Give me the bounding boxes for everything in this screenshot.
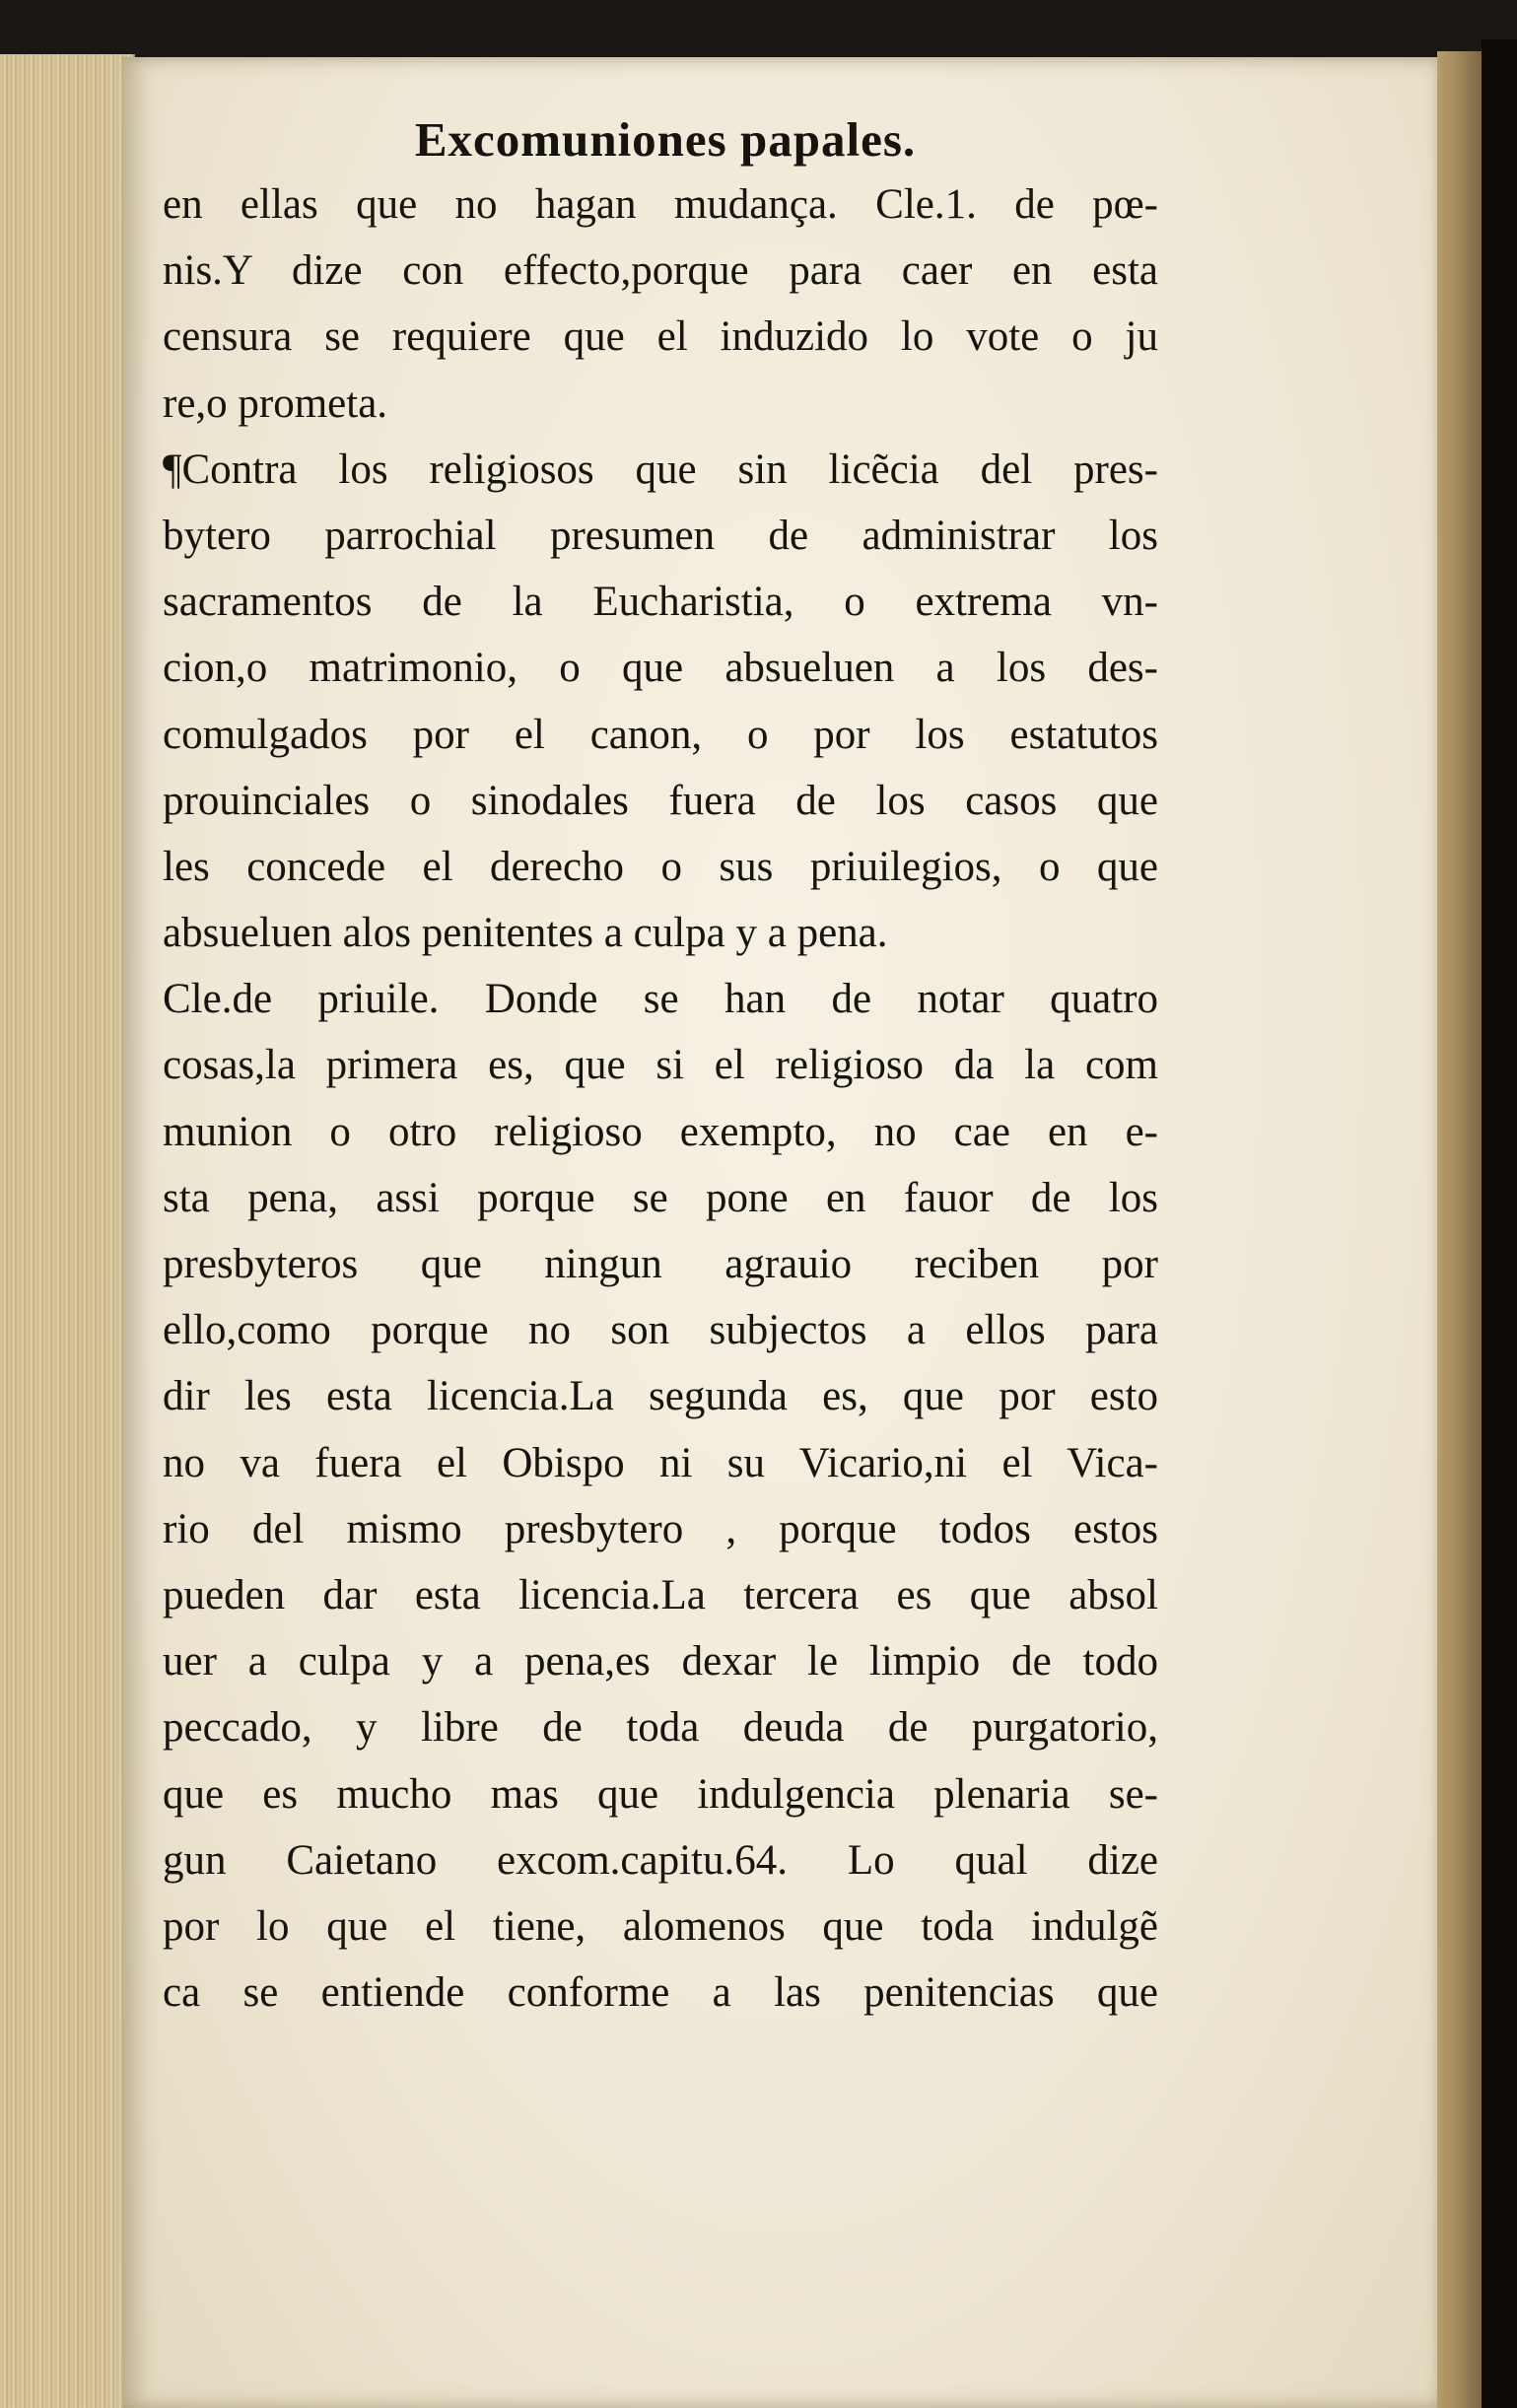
background-edge <box>1482 39 1517 2408</box>
text-line: prouinciales o sinodales fuera de los casos que <box>163 777 1158 824</box>
text-line: pueden dar esta licencia.La tercera es que absol <box>163 1571 1158 1618</box>
text-line: absueluen alos penitentes a culpa y a pena. <box>163 910 888 957</box>
text-line: sta pena, assi porque se pone en fauor de los <box>163 1174 1158 1221</box>
text-line: re,o prometa. <box>163 379 388 427</box>
text-line: por lo que el tiene, alomenos que toda indulgẽ <box>163 1902 1158 1950</box>
text-line: nis.Y dize con effecto,porque para caer en esta <box>163 247 1158 295</box>
text-line: que es mucho mas que indulgencia plenaria se- <box>163 1770 1158 1818</box>
page-right-edge <box>1437 51 1482 2408</box>
text-line: comulgados por el canon, o por los estatutos <box>163 711 1158 758</box>
running-head: Excomuniones papales. <box>414 112 917 167</box>
text-line: cion,o matrimonio, o que absueluen a los des- <box>163 645 1158 692</box>
page-stack-edge <box>0 54 135 2408</box>
text-line: no va fuera el Obispo ni su Vicario,ni el Vica- <box>163 1439 1158 1486</box>
text-line: les concede el derecho o sus priuilegios, o que <box>163 843 1158 890</box>
text-line: Cle.de priuile. Donde se han de notar quatro <box>163 976 1158 1023</box>
text-line: cosas,la primera es, que si el religioso da la com <box>163 1042 1158 1089</box>
text-line: gun Caietano excom.capitu.64. Lo qual dize <box>163 1836 1158 1884</box>
text-line: en ellas que no hagan mudança. Cle.1. de pœ- <box>163 181 1158 228</box>
text-line: ello,como porque no son subjectos a ellos para <box>163 1307 1158 1354</box>
text-line: rio del mismo presbytero , porque todos estos <box>163 1505 1158 1552</box>
text-line: peccado, y libre de toda deuda de purgatorio, <box>163 1704 1158 1752</box>
text-line: ¶Contra los religiosos que sin licẽcia del pres- <box>163 446 1158 493</box>
text-line: sacramentos de la Eucharistia, o extrema vn- <box>163 579 1158 626</box>
text-line: bytero parrochial presumen de administrar los <box>163 512 1158 559</box>
text-line: uer a culpa y a pena,es dexar le limpio de todo <box>163 1638 1158 1686</box>
text-line: ca se entiende conforme a las penitencias que <box>163 1969 1158 2017</box>
text-block <box>163 108 1158 2026</box>
text-line: munion o otro religioso exempto, no cae en e- <box>163 1108 1158 1155</box>
text-line: presbyteros que ningun agrauio reciben por <box>163 1241 1158 1287</box>
text-line: censura se requiere que el induzido lo vote o ju <box>163 313 1158 361</box>
text-line: dir les esta licencia.La segunda es, que por esto <box>163 1373 1158 1420</box>
